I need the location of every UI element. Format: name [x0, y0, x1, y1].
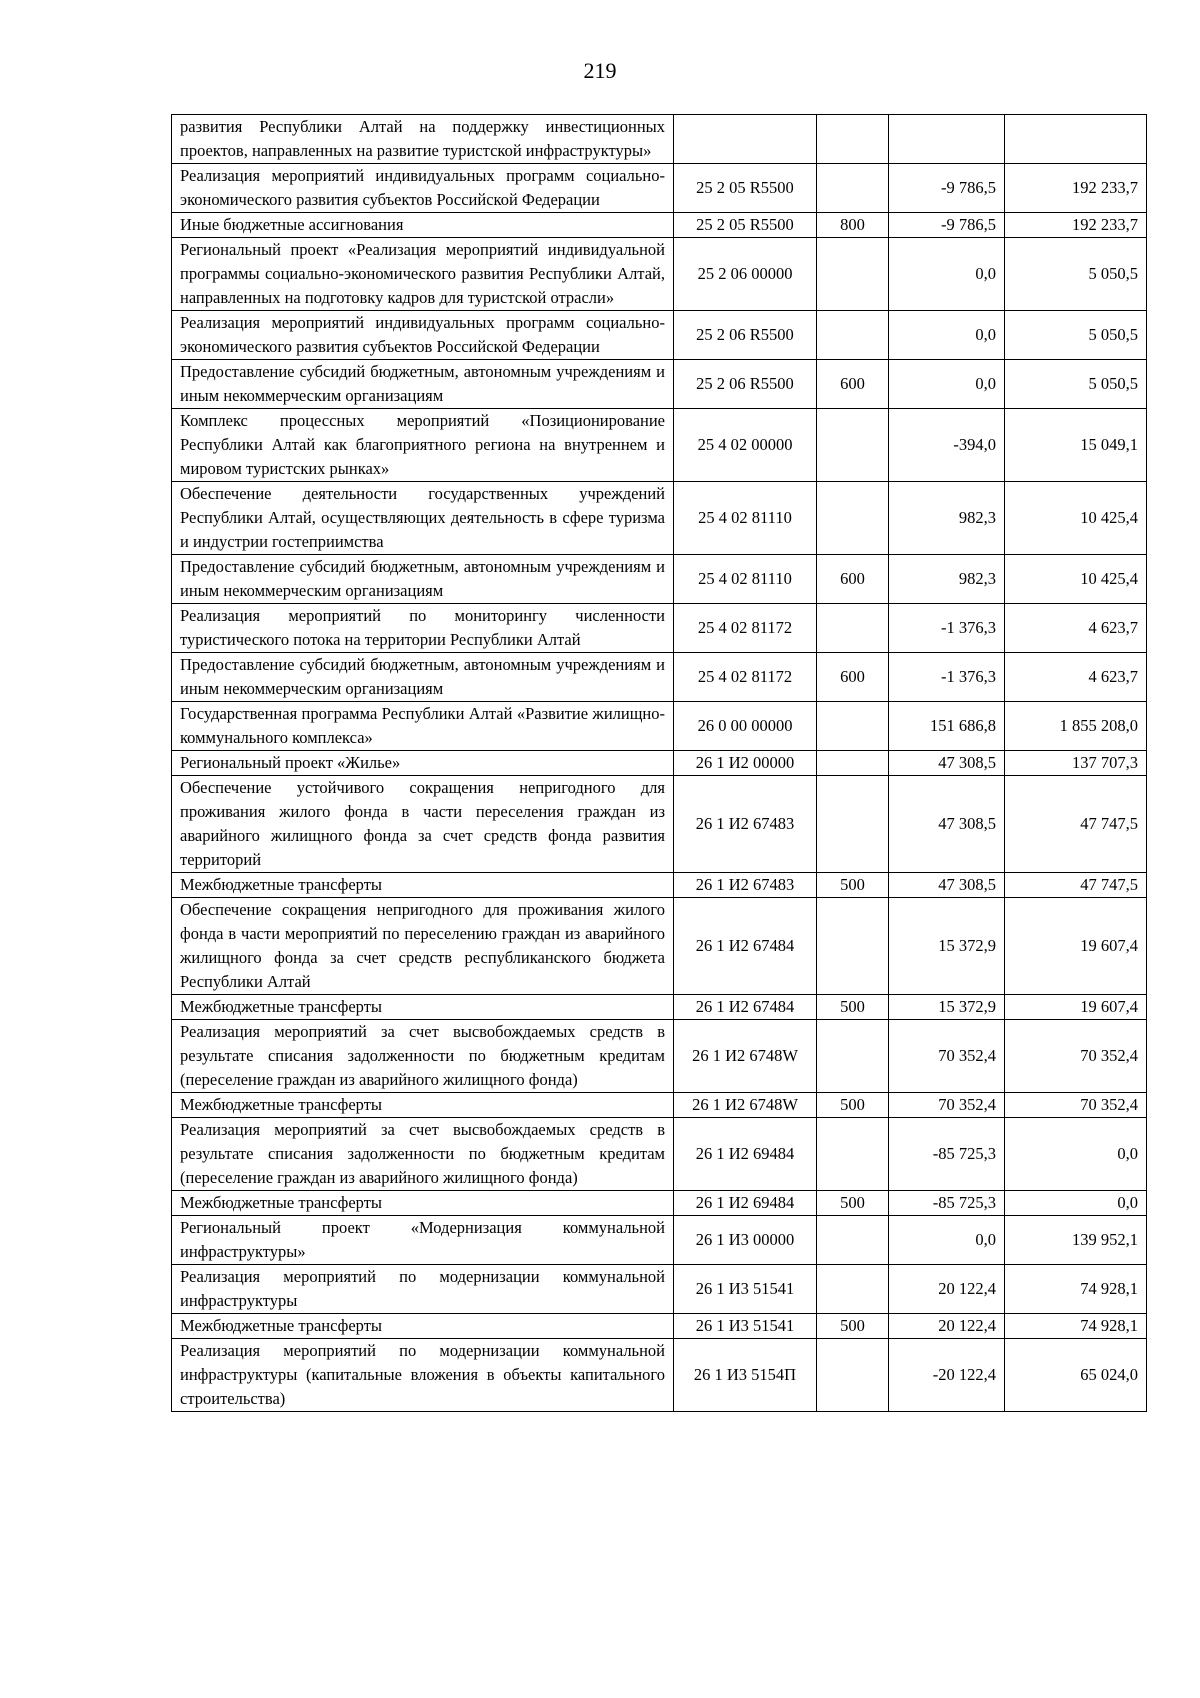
table-row [172, 1191, 1147, 1216]
amendment-amount-cell: -1 376,3 [889, 653, 1005, 702]
target-article-code-cell: 25 4 02 81172 [674, 653, 817, 702]
table-row [172, 898, 1147, 995]
table-row [172, 115, 1147, 164]
amendment-amount-cell: 47 308,5 [889, 751, 1005, 776]
expense-type-cell [817, 482, 889, 555]
expense-type-cell [817, 1339, 889, 1412]
amendment-amount-cell: 15 372,9 [889, 995, 1005, 1020]
target-article-code-cell: 26 1 И3 5154П [674, 1339, 817, 1412]
expense-name-cell: Предоставление субсидий бюджетным, автономным учреждениям и иным некоммерческим организациям [172, 653, 674, 702]
expense-name-cell: Иные бюджетные ассигнования [172, 213, 674, 238]
expense-name-cell: Межбюджетные трансферты [172, 1093, 674, 1118]
expense-name-cell: Государственная программа Республики Алтай «Развитие жилищно-коммунального комплекса» [172, 702, 674, 751]
amendment-amount-cell: 20 122,4 [889, 1314, 1005, 1339]
total-amount-cell: 1 855 208,0 [1005, 702, 1147, 751]
table-row [172, 604, 1147, 653]
table-row [172, 311, 1147, 360]
total-amount-cell: 70 352,4 [1005, 1020, 1147, 1093]
amendment-amount-cell: 0,0 [889, 311, 1005, 360]
expense-name-cell: Комплекс процессных мероприятий «Позиционирование Республики Алтай как благоприятного региона на внутреннем и мировом туристских рынках» [172, 409, 674, 482]
total-amount-cell: 47 747,5 [1005, 776, 1147, 873]
expense-type-cell [817, 1265, 889, 1314]
table-row [172, 164, 1147, 213]
target-article-code-cell [674, 115, 817, 164]
expense-name-cell: Региональный проект «Модернизация коммунальной инфраструктуры» [172, 1216, 674, 1265]
amendment-amount-cell: -85 725,3 [889, 1191, 1005, 1216]
target-article-code-cell: 25 2 05 R5500 [674, 164, 817, 213]
expense-name-cell: Межбюджетные трансферты [172, 873, 674, 898]
amendment-amount-cell: 70 352,4 [889, 1020, 1005, 1093]
amendment-amount-cell: 982,3 [889, 555, 1005, 604]
target-article-code-cell: 25 4 02 81110 [674, 555, 817, 604]
table-row [172, 1314, 1147, 1339]
expense-name-cell: Обеспечение сокращения непригодного для проживания жилого фонда в части мероприятий по переселению граждан из аварийного жилищного фонда за счет средств республиканского бюджета Республики Алтай [172, 898, 674, 995]
target-article-code-cell: 26 1 И3 51541 [674, 1265, 817, 1314]
expense-type-cell [817, 238, 889, 311]
table-row [172, 1339, 1147, 1412]
amendment-amount-cell: -9 786,5 [889, 213, 1005, 238]
expense-type-cell: 600 [817, 360, 889, 409]
target-article-code-cell: 26 1 И2 00000 [674, 751, 817, 776]
total-amount-cell: 74 928,1 [1005, 1314, 1147, 1339]
target-article-code-cell: 25 4 02 00000 [674, 409, 817, 482]
amendment-amount-cell: 0,0 [889, 1216, 1005, 1265]
table-row [172, 873, 1147, 898]
expense-name-cell: Реализация мероприятий по модернизации коммунальной инфраструктуры (капитальные вложения в объекты капитального строительства) [172, 1339, 674, 1412]
total-amount-cell: 192 233,7 [1005, 164, 1147, 213]
expense-type-cell: 500 [817, 1191, 889, 1216]
total-amount-cell: 139 952,1 [1005, 1216, 1147, 1265]
expense-type-cell: 800 [817, 213, 889, 238]
expense-type-cell [817, 604, 889, 653]
target-article-code-cell: 26 1 И2 67484 [674, 898, 817, 995]
amendment-amount-cell: 0,0 [889, 360, 1005, 409]
expense-name-cell: Региональный проект «Реализация мероприятий индивидуальной программы социально-экономического развития Республики Алтай, направленных на подготовку кадров для туристской отрасли» [172, 238, 674, 311]
table-row [172, 1216, 1147, 1265]
expense-name-cell: Предоставление субсидий бюджетным, автономным учреждениям и иным некоммерческим организациям [172, 555, 674, 604]
amendment-amount-cell: 151 686,8 [889, 702, 1005, 751]
total-amount-cell: 19 607,4 [1005, 898, 1147, 995]
total-amount-cell: 192 233,7 [1005, 213, 1147, 238]
table-row [172, 995, 1147, 1020]
expense-type-cell [817, 776, 889, 873]
total-amount-cell: 4 623,7 [1005, 604, 1147, 653]
expense-type-cell: 500 [817, 1093, 889, 1118]
table-row [172, 1093, 1147, 1118]
target-article-code-cell: 26 1 И3 00000 [674, 1216, 817, 1265]
expense-type-cell: 500 [817, 1314, 889, 1339]
table-row [172, 1265, 1147, 1314]
expense-type-cell [817, 1216, 889, 1265]
amendment-amount-cell [889, 115, 1005, 164]
total-amount-cell: 19 607,4 [1005, 995, 1147, 1020]
expense-type-cell [817, 1118, 889, 1191]
table-row [172, 555, 1147, 604]
table-row [172, 751, 1147, 776]
amendment-amount-cell: 47 308,5 [889, 776, 1005, 873]
total-amount-cell: 70 352,4 [1005, 1093, 1147, 1118]
expense-type-cell [817, 1020, 889, 1093]
total-amount-cell: 0,0 [1005, 1191, 1147, 1216]
target-article-code-cell: 26 1 И2 67484 [674, 995, 817, 1020]
expense-name-cell: Предоставление субсидий бюджетным, автономным учреждениям и иным некоммерческим организациям [172, 360, 674, 409]
amendment-amount-cell: -394,0 [889, 409, 1005, 482]
amendment-amount-cell: 0,0 [889, 238, 1005, 311]
expense-type-cell: 500 [817, 995, 889, 1020]
expense-name-cell: Реализация мероприятий индивидуальных программ социально-экономического развития субъектов Российской Федерации [172, 311, 674, 360]
amendment-amount-cell: 47 308,5 [889, 873, 1005, 898]
target-article-code-cell: 26 1 И2 67483 [674, 873, 817, 898]
expense-type-cell [817, 311, 889, 360]
expense-name-cell: Реализация мероприятий за счет высвобождаемых средств в результате списания задолженности по бюджетным кредитам (переселение граждан из аварийного жилищного фонда) [172, 1020, 674, 1093]
expense-type-cell [817, 115, 889, 164]
expense-name-cell: Обеспечение деятельности государственных учреждений Республики Алтай, осуществляющих деятельность в сфере туризма и индустрии гостеприимства [172, 482, 674, 555]
table-row [172, 409, 1147, 482]
target-article-code-cell: 25 2 06 R5500 [674, 360, 817, 409]
amendment-amount-cell: 70 352,4 [889, 1093, 1005, 1118]
amendment-amount-cell: 15 372,9 [889, 898, 1005, 995]
amendment-amount-cell: 982,3 [889, 482, 1005, 555]
amendment-amount-cell: 20 122,4 [889, 1265, 1005, 1314]
target-article-code-cell: 26 1 И2 69484 [674, 1191, 817, 1216]
expense-type-cell [817, 751, 889, 776]
total-amount-cell: 5 050,5 [1005, 311, 1147, 360]
expense-name-cell: Межбюджетные трансферты [172, 1191, 674, 1216]
table-row [172, 482, 1147, 555]
total-amount-cell: 137 707,3 [1005, 751, 1147, 776]
expense-type-cell [817, 164, 889, 213]
target-article-code-cell: 25 4 02 81110 [674, 482, 817, 555]
table-row [172, 1020, 1147, 1093]
expense-name-cell: развития Республики Алтай на поддержку инвестиционных проектов, направленных на развитие туристской инфраструктуры» [172, 115, 674, 164]
amendment-amount-cell: -85 725,3 [889, 1118, 1005, 1191]
expense-type-cell [817, 898, 889, 995]
budget-table [171, 114, 1147, 1412]
page-number: 219 [583, 58, 617, 83]
total-amount-cell: 5 050,5 [1005, 238, 1147, 311]
total-amount-cell: 4 623,7 [1005, 653, 1147, 702]
total-amount-cell: 47 747,5 [1005, 873, 1147, 898]
target-article-code-cell: 25 2 06 00000 [674, 238, 817, 311]
target-article-code-cell: 25 4 02 81172 [674, 604, 817, 653]
target-article-code-cell: 26 1 И2 6748W [674, 1093, 817, 1118]
target-article-code-cell: 25 2 06 R5500 [674, 311, 817, 360]
table-row [172, 776, 1147, 873]
total-amount-cell: 10 425,4 [1005, 482, 1147, 555]
expense-name-cell: Реализация мероприятий по мониторингу численности туристического потока на территории Республики Алтай [172, 604, 674, 653]
total-amount-cell: 74 928,1 [1005, 1265, 1147, 1314]
expense-name-cell: Региональный проект «Жилье» [172, 751, 674, 776]
target-article-code-cell: 26 1 И2 69484 [674, 1118, 817, 1191]
expense-name-cell: Реализация мероприятий по модернизации коммунальной инфраструктуры [172, 1265, 674, 1314]
amendment-amount-cell: -9 786,5 [889, 164, 1005, 213]
total-amount-cell: 15 049,1 [1005, 409, 1147, 482]
expense-type-cell [817, 409, 889, 482]
target-article-code-cell: 26 0 00 00000 [674, 702, 817, 751]
expense-type-cell: 600 [817, 555, 889, 604]
total-amount-cell: 65 024,0 [1005, 1339, 1147, 1412]
table-row [172, 653, 1147, 702]
table-row [172, 360, 1147, 409]
target-article-code-cell: 26 1 И3 51541 [674, 1314, 817, 1339]
total-amount-cell [1005, 115, 1147, 164]
target-article-code-cell: 26 1 И2 67483 [674, 776, 817, 873]
target-article-code-cell: 26 1 И2 6748W [674, 1020, 817, 1093]
expense-name-cell: Межбюджетные трансферты [172, 1314, 674, 1339]
expense-name-cell: Реализация мероприятий индивидуальных программ социально-экономического развития субъектов Российской Федерации [172, 164, 674, 213]
table-row [172, 702, 1147, 751]
expense-type-cell: 500 [817, 873, 889, 898]
table-row [172, 238, 1147, 311]
expense-name-cell: Межбюджетные трансферты [172, 995, 674, 1020]
total-amount-cell: 0,0 [1005, 1118, 1147, 1191]
target-article-code-cell: 25 2 05 R5500 [674, 213, 817, 238]
table-row [172, 1118, 1147, 1191]
total-amount-cell: 5 050,5 [1005, 360, 1147, 409]
budget-table-body [172, 115, 1147, 1412]
amendment-amount-cell: -20 122,4 [889, 1339, 1005, 1412]
amendment-amount-cell: -1 376,3 [889, 604, 1005, 653]
table-row [172, 213, 1147, 238]
expense-type-cell: 600 [817, 653, 889, 702]
total-amount-cell: 10 425,4 [1005, 555, 1147, 604]
expense-name-cell: Реализация мероприятий за счет высвобождаемых средств в результате списания задолженности по бюджетным кредитам (переселение граждан из аварийного жилищного фонда) [172, 1118, 674, 1191]
expense-name-cell: Обеспечение устойчивого сокращения непригодного для проживания жилого фонда в части переселения граждан из аварийного жилищного фонда за счет средств фонда развития территорий [172, 776, 674, 873]
expense-type-cell [817, 702, 889, 751]
